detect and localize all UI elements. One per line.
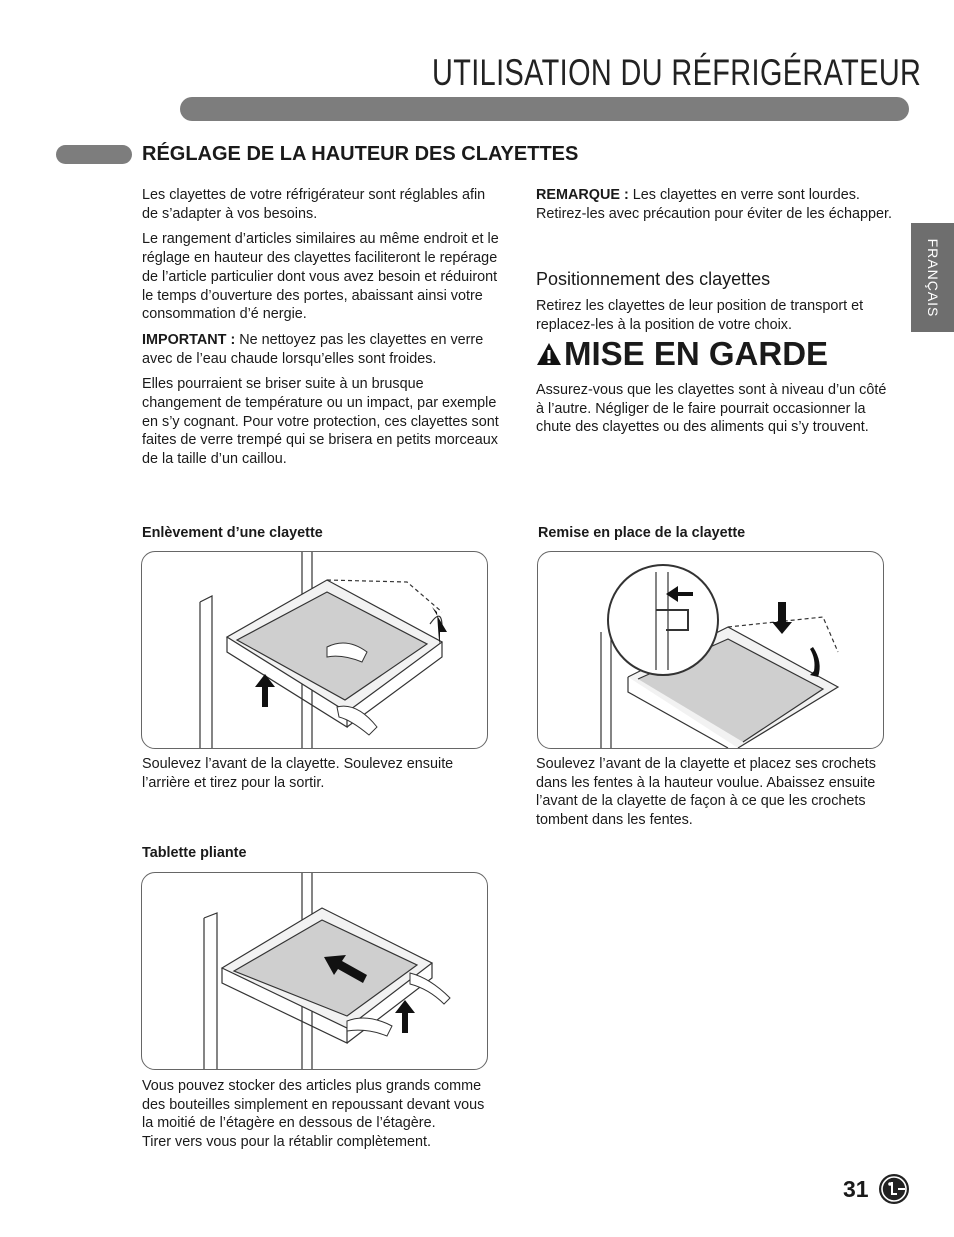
folding-caption-text: Vous pouvez stocker des articles plus grands comme des bouteilles simplement en repoussant devant vous la moitié de l’étagère en dessous de l’étagère. [142,1078,485,1132]
figure-caption-folding [142,1077,492,1152]
figure-title-folding: Tablette pliante [142,845,247,861]
shelf-replace-illustration [537,551,884,749]
positioning-subhead: Positionnement des clayettes [536,269,771,289]
note-label: REMARQUE : [536,187,629,203]
note-paragraph [536,186,896,223]
figure-title-replace: Remise en place de la clayette [538,525,746,541]
warning-triangle-icon [536,342,562,366]
warning-heading [536,335,828,373]
lg-logo-icon [878,1173,910,1210]
warning-title: MISE EN GARDE [564,335,829,372]
title-bar [180,97,909,121]
page-title: UTILISATION DU RÉFRIGÉRATEUR [432,52,922,93]
left-column [142,186,504,476]
folding-caption-restore: Tirer vers vous pour la rétablir complètement. [142,1134,431,1151]
section-title: RÉGLAGE DE LA HAUTEUR DES CLAYETTES [142,143,579,165]
language-tab-label: FRANÇAIS [924,238,941,317]
folding-shelf-illustration [141,872,488,1070]
figure-caption-removal: Soulevez l’avant de la clayette. Soulevez ensuite l’arrière et tirez pour la sortir. [142,756,454,791]
intro-paragraph: Les clayettes de votre réfrigérateur sont réglables afin de s’adapter à vos besoins. [142,187,486,222]
note-text: Les clayettes en verre sont lourdes. Retirez-les avec précaution pour éviter de les échapper. [536,187,892,222]
page-number: 31 [843,1176,869,1202]
positioning-text: Retirez les clayettes de leur position de transport et replacez-les à la position de votre choix. [536,298,864,333]
important-paragraph [142,331,504,368]
storage-paragraph: Le rangement d’articles similaires au même endroit et le réglage en hauteur des clayettes faciliteront le repérage de l’article particulier dont vous avez besoin et réduiront le temps d’ouverture des portes, abaissant ainsi votre consommation d’é nergie. [142,231,499,323]
figure-caption-replace: Soulevez l’avant de la clayette et placez ses crochets dans les fentes à la hauteur voulue. Abaissez ensuite l’avant de la clayette de façon à ce que les crochets tombent dans les fentes. [536,756,876,829]
glass-paragraph: Elles pourraient se briser suite à un brusque changement de température ou un impact, par exemple en s’y cognant. Pour votre protection, ces clayettes sont faites de verre trempé qui se brisera en petits morceaux de la taille d’un caillou. [142,376,499,468]
important-label: IMPORTANT : [142,331,236,348]
shelf-removal-illustration [141,551,488,749]
language-tab [911,223,954,332]
figure-title-removal: Enlèvement d’une clayette [142,525,323,541]
important-text: Ne nettoyez pas les clayettes en verre avec de l’eau chaude lorsqu’elles sont froides. [142,331,484,367]
section-marker [56,145,132,164]
warning-text: Assurez-vous que les clayettes sont à niveau d’un côté à l’autre. Négliger de le faire pourrait occasionner la chute des clayettes ou des aliments qui s’y trouvent. [536,382,887,436]
